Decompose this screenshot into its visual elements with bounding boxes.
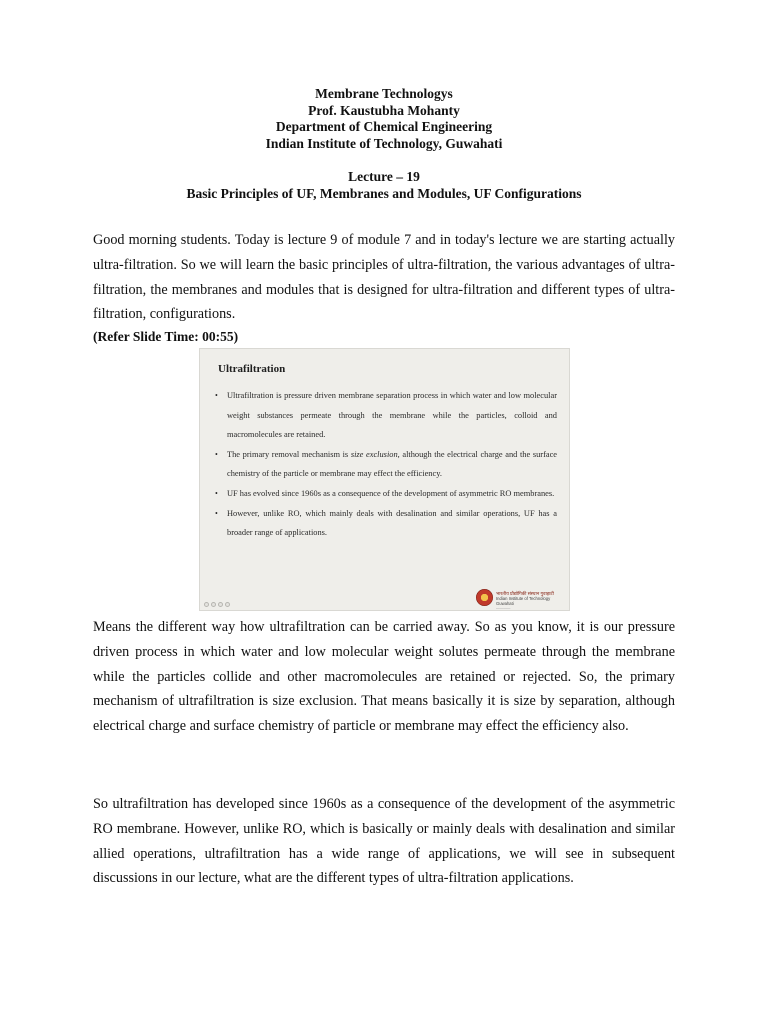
iit-guwahati-logo — [476, 588, 566, 608]
slide-bullet-list — [214, 386, 557, 543]
logo-text-english: Indian Institute of Technology Guwahati — [496, 596, 551, 606]
institute-name: Indian Institute of Technology, Guwahati — [265, 135, 503, 151]
paragraph-2: Means the different way how ultrafiltration can be carried away. So as you know, it is our pressure driven process in which water and low molecular weight solutes permeate through the membrane while the particles collide and other macromolecules are retained or rejected. So, the primary mechanism of ultrafiltration is size exclusion. That means basically it is size by separation, although electrical charge and surface chemistry of particle or membrane may effect the efficiency also. — [93, 619, 675, 735]
prev-slide-icon[interactable] — [204, 602, 209, 607]
slide-bullet: • The primary removal mechanism is size exclusion, although the electrical charge and the surface chemistry of the particle or membrane may effect the efficiency. — [214, 445, 557, 484]
document-header — [93, 86, 675, 202]
lecture-number: Lecture – 19 — [348, 169, 420, 184]
slide-navigation-controls[interactable] — [204, 601, 230, 607]
refer-slide-time: (Refer Slide Time: 00:55) — [93, 329, 239, 344]
slide-bullet: • UF has evolved since 1960s as a consequence of the development of asymmetric RO membranes. — [214, 484, 557, 504]
logo-text-hindi: भारतीय प्रौद्योगिकी संस्थान गुवाहाटी — [496, 591, 554, 596]
course-title: Membrane Technologys — [315, 86, 453, 101]
lecture-title: Basic Principles of UF, Membranes and Modules, UF Configurations — [186, 185, 582, 201]
zoom-icon[interactable] — [218, 602, 223, 607]
intro-paragraph: Good morning students. Today is lecture 9 of module 7 and in today's lecture we are starting actually ultra-filtration. So we will learn the basic principles of ultra-filtration, the various advantages of ultra-filtration, the membranes and modules that is designed for ultra-filtration and different types of ultra-filtration, configurations. — [93, 232, 675, 323]
slide-bullet: • However, unlike RO, which mainly deals with desalination and similar operations, UF has a broader range of applications. — [214, 504, 557, 543]
slide-bullet: • Ultrafiltration is pressure driven membrane separation process in which water and low molecular weight substances permeate through the membrane while the particles, colloid and macromolecules are retained. — [214, 386, 557, 445]
slide-title: Ultrafiltration — [218, 363, 286, 375]
professor-name: Prof. Kaustubha Mohanty — [308, 102, 460, 118]
logo-text-small: ———— — [496, 606, 511, 610]
next-slide-icon[interactable] — [225, 602, 230, 607]
department-name: Department of Chemical Engineering — [275, 119, 493, 134]
institute-seal-icon — [476, 589, 493, 606]
lecture-slide — [199, 348, 570, 611]
slide-menu-icon[interactable] — [211, 602, 216, 607]
paragraph-3: So ultrafiltration has developed since 1960s as a consequence of the development of the asymmetric RO membrane. However, unlike RO, which is basically or mainly deals with desalination and similar allied operations, ultrafiltration has a wide range of applications, we will see in subsequent discussions in our lecture, what are the different types of ultra-filtration applications. — [93, 796, 675, 887]
